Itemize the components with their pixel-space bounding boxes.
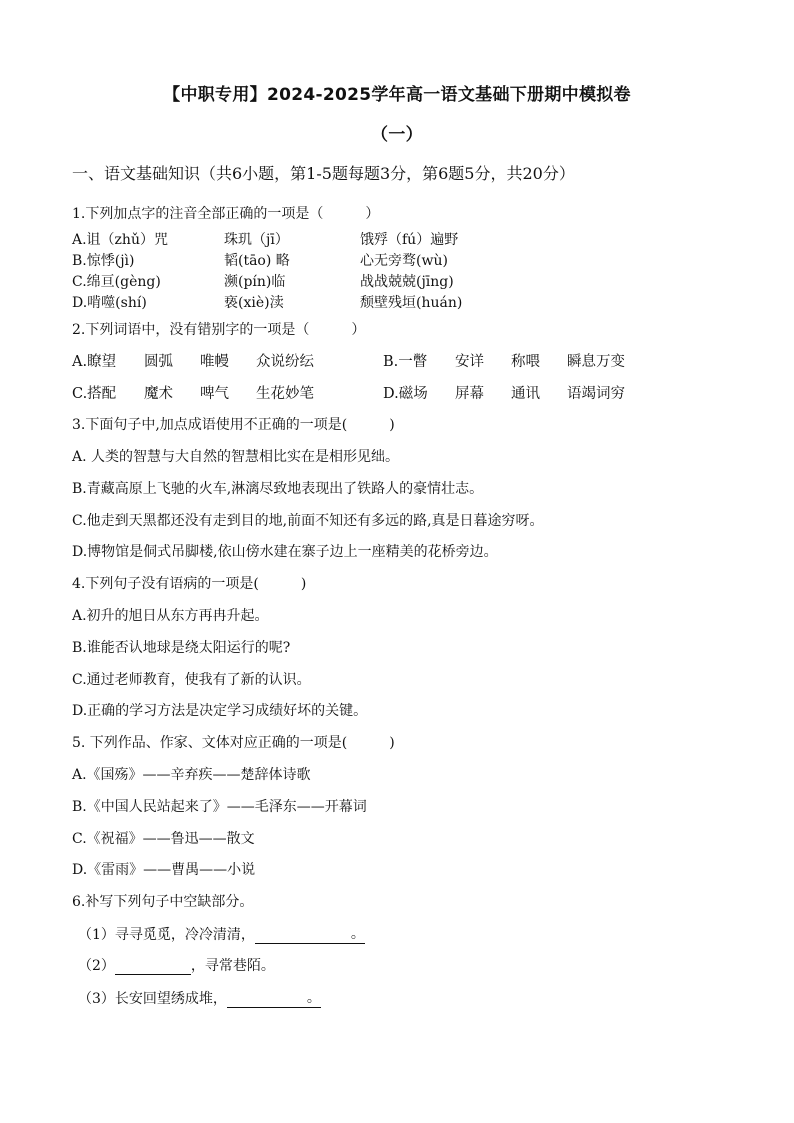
q1-d-1: D.啃噬(shí) — [72, 295, 147, 311]
q6-item-2 — [78, 955, 275, 975]
q4-option-a: A.初升的旭日从东方再冉升起。 — [72, 608, 269, 624]
q2-c-word: 魔术 — [144, 386, 173, 402]
q2-a-word: 众说纷纭 — [256, 354, 314, 370]
q2-a-word: A.瞭望 — [72, 354, 117, 370]
answer-blank[interactable] — [255, 927, 351, 944]
q6-item-1-prefix: （1）寻寻觅觅，冷冷清清， — [78, 927, 255, 943]
q1-b-1: B.惊悸(jì) — [72, 253, 135, 269]
q1-a-1: A.诅（zhǔ）咒 — [72, 232, 168, 248]
q3-option-d: D.博物馆是侗式吊脚楼,依山傍水建在寨子边上一座精美的花桥旁边。 — [72, 544, 498, 560]
q5-option-a: A.《国殇》——辛弃疾——楚辞体诗歌 — [72, 767, 311, 783]
q2-b-word: B.一瞥 — [383, 354, 428, 370]
q5-stem: 5. 下列作品、作家、文体对应正确的一项是( ) — [72, 735, 395, 751]
q5-option-b: B.《中国人民站起来了》——毛泽东——开幕词 — [72, 799, 367, 815]
q2-b-word: 称喂 — [511, 354, 540, 370]
q5-option-d: D.《雷雨》——曹禺——小说 — [72, 862, 256, 878]
q2-a-word: 唯幔 — [200, 354, 229, 370]
q1-b-3: 心无旁骛(wù) — [360, 253, 448, 269]
q2-d-word: 语竭词穷 — [567, 386, 625, 402]
answer-blank[interactable] — [227, 991, 307, 1008]
q3-option-b: B.青藏高原上飞驰的火车,淋漓尽致地表现出了铁路人的豪情壮志。 — [72, 481, 484, 497]
q1-d-3: 颓壁残垣(huán) — [360, 295, 463, 311]
q4-option-d: D.正确的学习方法是决定学习成绩好坏的关键。 — [72, 703, 368, 719]
q6-item-2-suffix: ，寻常巷陌。 — [190, 958, 275, 974]
q6-item-2-prefix: （2） — [78, 958, 115, 974]
q6-stem: 6.补写下列句子中空缺部分。 — [72, 894, 254, 910]
q6-item-3 — [78, 987, 321, 1008]
q4-stem: 4.下列句子没有语病的一项是( ) — [72, 576, 307, 592]
q1-c-1: C.绵亘(gèng) — [72, 274, 161, 290]
q6-item-1-suffix: 。 — [351, 923, 365, 944]
q2-d-word: D.磁场 — [383, 386, 428, 402]
q6-item-3-prefix: （3）长安回望绣成堆， — [78, 991, 227, 1007]
q4-option-c: C.通过老师教育，使我有了新的认识。 — [72, 672, 311, 688]
q1-a-2: 珠玑（jī） — [224, 232, 289, 248]
answer-blank[interactable] — [115, 958, 191, 975]
q2-a-word: 圆弧 — [144, 354, 173, 370]
q2-c-word: 生花妙笔 — [256, 386, 314, 402]
q2-b-word: 安详 — [455, 354, 484, 370]
q4-option-b: B.谁能否认地球是绕太阳运行的呢? — [72, 640, 291, 656]
q3-option-c: C.他走到天黑都还没有走到目的地,前面不知还有多远的路,真是日暮途穷呀。 — [72, 513, 544, 529]
q3-option-a: A. 人类的智慧与大自然的智慧相比实在是相形见绌。 — [72, 449, 400, 465]
q1-c-2: 濒(pín)临 — [224, 274, 286, 290]
q5-option-c: C.《祝福》——鲁迅——散文 — [72, 831, 255, 847]
q1-d-2: 亵(xiè)渎 — [224, 295, 284, 311]
q1-a-3: 饿殍（fú）遍野 — [360, 232, 459, 248]
q2-b-word: 瞬息万变 — [567, 354, 625, 370]
q2-d-word: 屏幕 — [455, 386, 484, 402]
q2-d-word: 通讯 — [511, 386, 540, 402]
q1-stem: 1.下列加点字的注音全部正确的一项是（ ） — [72, 206, 380, 222]
exam-title: 【中职专用】2024-2025学年高一语文基础下册期中模拟卷 — [163, 85, 631, 105]
q3-stem: 3.下面句子中,加点成语使用不正确的一项是( ) — [72, 417, 395, 433]
q1-c-3: 战战兢兢(jīng) — [360, 274, 454, 290]
q2-stem: 2.下列词语中，没有错别字的一项是（ ） — [72, 322, 366, 338]
q2-c-word: 啤气 — [200, 386, 229, 402]
q6-item-3-suffix: 。 — [307, 987, 321, 1008]
section-heading: 一、语文基础知识（共6小题，第1-5题每题3分，第6题5分，共20分） — [72, 164, 575, 183]
q6-item-1 — [78, 923, 365, 944]
q1-b-2: 韬(tāo) 略 — [224, 253, 290, 269]
q2-c-word: C.搭配 — [72, 386, 117, 402]
exam-subtitle: （一） — [371, 125, 423, 145]
